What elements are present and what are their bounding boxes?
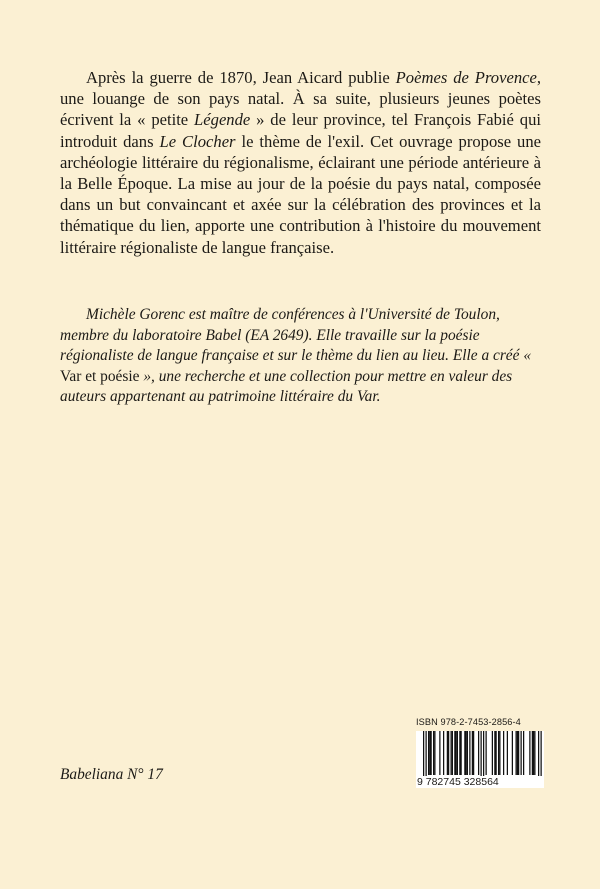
barcode-bar (498, 731, 499, 775)
summary-text-1: Après la guerre de 1870, Jean Aicard publie (86, 68, 396, 87)
barcode-bar (447, 731, 448, 775)
barcode-bar (434, 731, 435, 775)
isbn-barcode (416, 717, 544, 789)
barcode-bar (532, 731, 533, 775)
barcode-bar (512, 731, 513, 775)
barcode-bar (431, 731, 432, 775)
barcode-bar (492, 731, 493, 775)
summary-title-legende: Légende (194, 110, 251, 130)
barcode-guard-bar (538, 731, 539, 778)
bio-text-2: », une recherche et une collection pour mettre en valeur des auteurs appartenant au patrimoine littéraire du Var. (60, 367, 513, 406)
barcode-guard-bar (423, 731, 424, 778)
barcode-guard-bar (481, 731, 482, 778)
barcode-bar (516, 731, 517, 775)
summary-title-poemes-de-provence: Poèmes de Provence (395, 68, 537, 87)
barcode-bar (517, 731, 518, 775)
summary-text-3: » de leur province, tel François Fabié qui introduit dans (60, 110, 541, 151)
summary-text-4: le thème de l'exil. Cet ouvrage propose une archéologie littéraire du régionalisme, éclairant une période antérieure à la Belle Époque. La mise au jour de la poésie du pays natal, composée dans un but convaincant et axée sur la célébration des provinces et la thématique du lien, apporte une contribution à l'histoire du mouvement littéraire régionaliste de langue française. (60, 131, 541, 257)
author-bio (60, 305, 541, 408)
collection-label: Babeliana N° 17 (60, 766, 163, 783)
barcode-bar (461, 731, 462, 775)
barcode-bar (457, 731, 458, 775)
bio-title-var-et-poesie: Var et poésie (60, 367, 140, 385)
barcode-bar (439, 731, 440, 775)
book-summary (60, 67, 541, 258)
barcode-bar (428, 731, 429, 775)
barcode-bar (503, 731, 504, 775)
barcode-bar (443, 731, 444, 775)
barcode-bar (448, 731, 449, 775)
barcode-bar (473, 731, 474, 775)
barcode-bars (416, 731, 544, 778)
ean-digits: 9 782745 328564 (416, 776, 544, 788)
barcode-bar (472, 731, 473, 775)
barcode-bar (523, 731, 524, 775)
barcode-bar (507, 731, 508, 775)
barcode-bar (459, 731, 460, 775)
barcode-bar (466, 731, 467, 775)
barcode-bar (529, 731, 530, 775)
summary-title-le-clocher: Le Clocher (159, 131, 236, 151)
barcode-bar (469, 731, 470, 775)
barcode-bar (533, 731, 534, 775)
barcode-bar (534, 731, 535, 775)
summary-text-2: , une louange de son pays natal. À sa suite, plusieurs jeunes poètes écrivent la « petite (60, 68, 541, 130)
barcode-bar (464, 731, 465, 775)
barcode-bar (521, 731, 522, 775)
barcode-bar (494, 731, 495, 775)
barcode-bar (456, 731, 457, 775)
barcode-bar (429, 731, 430, 775)
isbn-label: ISBN 978-2-7453-2856-4 (416, 717, 521, 727)
barcode-bar (518, 731, 519, 775)
barcode-bar (478, 731, 479, 775)
barcode-guard-bar (426, 731, 427, 778)
barcode-guard-bar (483, 731, 484, 778)
bio-text-1: Michèle Gorenc est maître de conférences à l'Université de Toulon, membre du laboratoire Babel (EA 2649). Elle travaille sur la poésie régionaliste de langue française et sur le thème du lien au lieu. Elle a créé « (60, 306, 532, 365)
barcode-bar (496, 731, 497, 775)
barcode-bar (451, 731, 452, 775)
barcode-bar (499, 731, 500, 775)
barcode-bar (454, 731, 455, 775)
barcode-guard-bar (541, 731, 542, 778)
barcode-bar (433, 731, 434, 775)
barcode-bar (467, 731, 468, 775)
barcode-bar (452, 731, 453, 775)
barcode-bar (486, 731, 487, 775)
